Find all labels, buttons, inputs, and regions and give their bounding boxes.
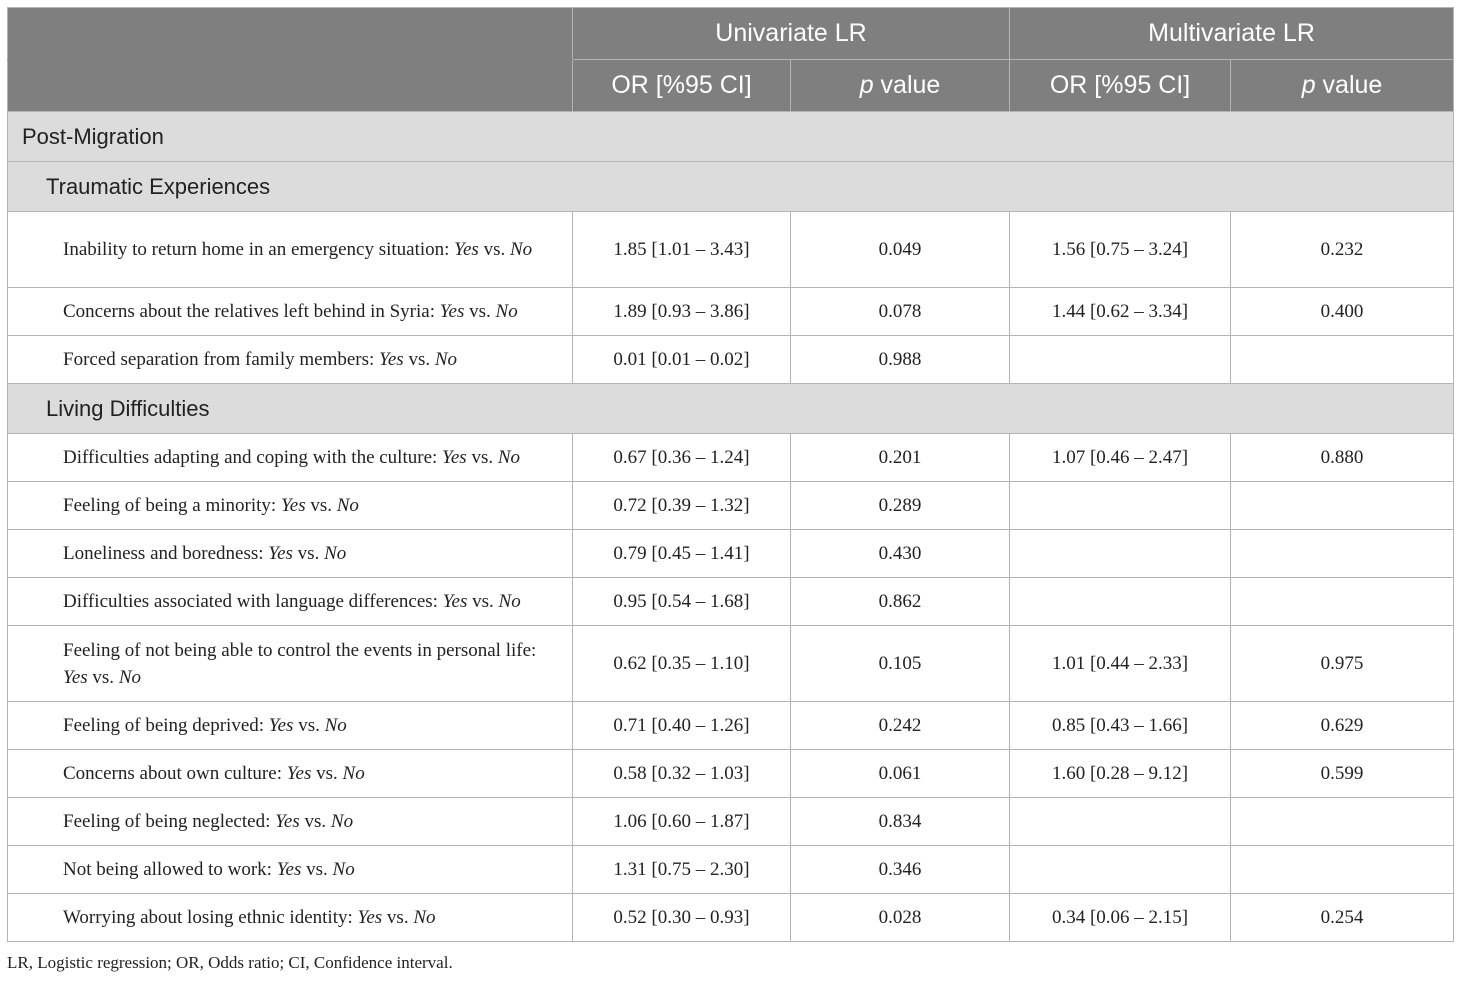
multi-or-cell: 0.34 [0.06 – 2.15] xyxy=(1010,894,1231,942)
multi-p-cell: 0.975 xyxy=(1231,626,1454,702)
vs-term: vs. xyxy=(301,859,333,880)
vs-term: vs. xyxy=(292,543,325,564)
vs-term: vs. xyxy=(466,447,498,468)
row-label-text: Feeling of not being able to control the events in personal life: xyxy=(63,639,537,661)
header-uni-or: OR [%95 CI] xyxy=(573,60,791,112)
multi-p-cell: 0.629 xyxy=(1231,702,1454,750)
header-uni-p-text: value xyxy=(873,71,941,99)
table-row xyxy=(8,578,1454,626)
row-label xyxy=(8,212,573,288)
section-title: Post-Migration xyxy=(8,112,1454,162)
uni-or-cell: 0.01 [0.01 – 0.02] xyxy=(573,336,791,384)
vs-term: vs. xyxy=(87,666,119,688)
multi-p-cell: 0.254 xyxy=(1231,894,1454,942)
multi-or-cell: 0.85 [0.43 – 1.66] xyxy=(1010,702,1231,750)
multi-or-cell xyxy=(1010,530,1231,578)
row-label xyxy=(8,846,573,894)
header-uni-p-italic: p xyxy=(859,71,874,99)
no-term: No xyxy=(118,666,141,688)
row-label-text: Concerns about own culture: xyxy=(63,763,287,784)
no-term: No xyxy=(332,859,355,880)
yes-term: Yes xyxy=(454,239,479,260)
header-multi-p xyxy=(1231,60,1454,112)
no-term: No xyxy=(498,591,521,612)
header-row-columns xyxy=(8,60,1454,112)
row-label-text: Worrying about losing ethnic identity: xyxy=(63,907,358,928)
vs-term: vs. xyxy=(305,495,337,516)
row-label xyxy=(8,530,573,578)
header-row-groups xyxy=(8,8,1454,60)
row-label-text: Concerns about the relatives left behind in Syria: xyxy=(63,301,440,322)
uni-or-cell: 0.71 [0.40 – 1.26] xyxy=(573,702,791,750)
vs-term: vs. xyxy=(293,715,325,736)
uni-p-cell: 0.988 xyxy=(791,336,1010,384)
table-row xyxy=(8,530,1454,578)
yes-term: Yes xyxy=(275,811,300,832)
multi-p-cell xyxy=(1231,530,1454,578)
section-traumatic-experiences xyxy=(8,162,1454,212)
header-blank-cell-2 xyxy=(8,60,573,112)
results-table xyxy=(7,7,1454,942)
header-multi-p-italic: p xyxy=(1301,71,1316,99)
table-row xyxy=(8,434,1454,482)
table-row xyxy=(8,626,1454,702)
uni-p-cell: 0.862 xyxy=(791,578,1010,626)
table-row xyxy=(8,846,1454,894)
header-uni-p xyxy=(791,60,1010,112)
vs-term: vs. xyxy=(467,591,499,612)
multi-p-cell xyxy=(1231,846,1454,894)
uni-or-cell: 1.06 [0.60 – 1.87] xyxy=(573,798,791,846)
section-post-migration xyxy=(8,112,1454,162)
uni-p-cell: 0.201 xyxy=(791,434,1010,482)
multi-or-cell: 1.01 [0.44 – 2.33] xyxy=(1010,626,1231,702)
multi-p-cell: 0.400 xyxy=(1231,288,1454,336)
row-label-text: Feeling of being neglected: xyxy=(63,811,276,832)
uni-or-cell: 0.79 [0.45 – 1.41] xyxy=(573,530,791,578)
row-label xyxy=(8,894,573,942)
vs-term: vs. xyxy=(299,811,331,832)
no-term: No xyxy=(434,349,458,370)
no-term: No xyxy=(324,543,347,564)
multi-or-cell: 1.60 [0.28 – 9.12] xyxy=(1010,750,1231,798)
uni-p-cell: 0.061 xyxy=(791,750,1010,798)
uni-p-cell: 0.105 xyxy=(791,626,1010,702)
yes-term: Yes xyxy=(442,447,467,468)
table-footnote: LR, Logistic regression; OR, Odds ratio; CI, Confidence interval. xyxy=(7,953,453,972)
multi-p-cell: 0.880 xyxy=(1231,434,1454,482)
no-term: No xyxy=(497,447,521,468)
row-label xyxy=(8,750,573,798)
multi-or-cell: 1.44 [0.62 – 3.34] xyxy=(1010,288,1231,336)
vs-term: vs. xyxy=(464,301,496,322)
multi-p-cell: 0.599 xyxy=(1231,750,1454,798)
header-multivariate: Multivariate LR xyxy=(1010,8,1454,60)
uni-p-cell: 0.028 xyxy=(791,894,1010,942)
row-label xyxy=(8,482,573,530)
table-row xyxy=(8,798,1454,846)
row-label-text: Feeling of being deprived: xyxy=(63,715,269,736)
uni-p-cell: 0.430 xyxy=(791,530,1010,578)
no-term: No xyxy=(342,763,365,784)
vs-term: vs. xyxy=(311,763,343,784)
table-row xyxy=(8,750,1454,798)
row-label-text: Difficulties adapting and coping with the culture: xyxy=(63,447,443,468)
header-multi-or: OR [%95 CI] xyxy=(1010,60,1231,112)
table-row xyxy=(8,482,1454,530)
row-label xyxy=(8,578,573,626)
yes-term: Yes xyxy=(357,907,383,928)
uni-or-cell: 0.67 [0.36 – 1.24] xyxy=(573,434,791,482)
yes-term: Yes xyxy=(268,715,294,736)
table-row xyxy=(8,702,1454,750)
row-label-text: Loneliness and boredness: xyxy=(63,543,269,564)
vs-term: vs. xyxy=(478,239,510,260)
uni-p-cell: 0.242 xyxy=(791,702,1010,750)
multi-p-cell xyxy=(1231,482,1454,530)
row-label xyxy=(8,434,573,482)
yes-term: Yes xyxy=(276,859,302,880)
yes-term: Yes xyxy=(63,666,88,688)
row-label xyxy=(8,626,573,702)
multi-or-cell: 1.07 [0.46 – 2.47] xyxy=(1010,434,1231,482)
row-label xyxy=(8,288,573,336)
no-term: No xyxy=(336,495,359,516)
row-label-text: Not being allowed to work: xyxy=(63,859,277,880)
row-label-text: Feeling of being a minority: xyxy=(63,495,281,516)
section-living-difficulties xyxy=(8,384,1454,434)
no-term: No xyxy=(324,715,347,736)
uni-or-cell: 1.31 [0.75 – 2.30] xyxy=(573,846,791,894)
yes-term: Yes xyxy=(442,591,468,612)
yes-term: Yes xyxy=(439,301,465,322)
multi-or-cell xyxy=(1010,578,1231,626)
header-blank-cell xyxy=(8,8,573,60)
table-row xyxy=(8,894,1454,942)
table-row xyxy=(8,288,1454,336)
section-title: Living Difficulties xyxy=(8,384,1454,434)
uni-or-cell: 1.89 [0.93 – 3.86] xyxy=(573,288,791,336)
header-univariate: Univariate LR xyxy=(573,8,1010,60)
multi-or-cell xyxy=(1010,482,1231,530)
row-label-text: Inability to return home in an emergency situation: xyxy=(63,239,455,260)
no-term: No xyxy=(330,811,354,832)
yes-term: Yes xyxy=(268,543,293,564)
uni-p-cell: 0.346 xyxy=(791,846,1010,894)
uni-p-cell: 0.049 xyxy=(791,212,1010,288)
yes-term: Yes xyxy=(280,495,306,516)
uni-or-cell: 0.52 [0.30 – 0.93] xyxy=(573,894,791,942)
uni-p-cell: 0.078 xyxy=(791,288,1010,336)
row-label xyxy=(8,702,573,750)
uni-or-cell: 1.85 [1.01 – 3.43] xyxy=(573,212,791,288)
no-term: No xyxy=(509,239,533,260)
row-label xyxy=(8,798,573,846)
multi-or-cell xyxy=(1010,846,1231,894)
table-row xyxy=(8,212,1454,288)
multi-or-cell: 1.56 [0.75 – 3.24] xyxy=(1010,212,1231,288)
uni-or-cell: 0.62 [0.35 – 1.10] xyxy=(573,626,791,702)
uni-or-cell: 0.72 [0.39 – 1.32] xyxy=(573,482,791,530)
multi-p-cell xyxy=(1231,798,1454,846)
vs-term: vs. xyxy=(382,907,414,928)
multi-p-cell: 0.232 xyxy=(1231,212,1454,288)
section-title: Traumatic Experiences xyxy=(8,162,1454,212)
uni-or-cell: 0.58 [0.32 – 1.03] xyxy=(573,750,791,798)
row-label-text: Forced separation from family members: xyxy=(63,349,380,370)
header-multi-p-text: value xyxy=(1315,71,1383,99)
yes-term: Yes xyxy=(379,349,404,370)
yes-term: Yes xyxy=(286,763,312,784)
multi-p-cell xyxy=(1231,578,1454,626)
row-label-text: Difficulties associated with language differences: xyxy=(63,591,443,612)
multi-p-cell xyxy=(1231,336,1454,384)
multi-or-cell xyxy=(1010,798,1231,846)
no-term: No xyxy=(413,907,436,928)
multi-or-cell xyxy=(1010,336,1231,384)
uni-p-cell: 0.289 xyxy=(791,482,1010,530)
vs-term: vs. xyxy=(403,349,435,370)
uni-or-cell: 0.95 [0.54 – 1.68] xyxy=(573,578,791,626)
no-term: No xyxy=(495,301,518,322)
uni-p-cell: 0.834 xyxy=(791,798,1010,846)
row-label xyxy=(8,336,573,384)
table-row xyxy=(8,336,1454,384)
